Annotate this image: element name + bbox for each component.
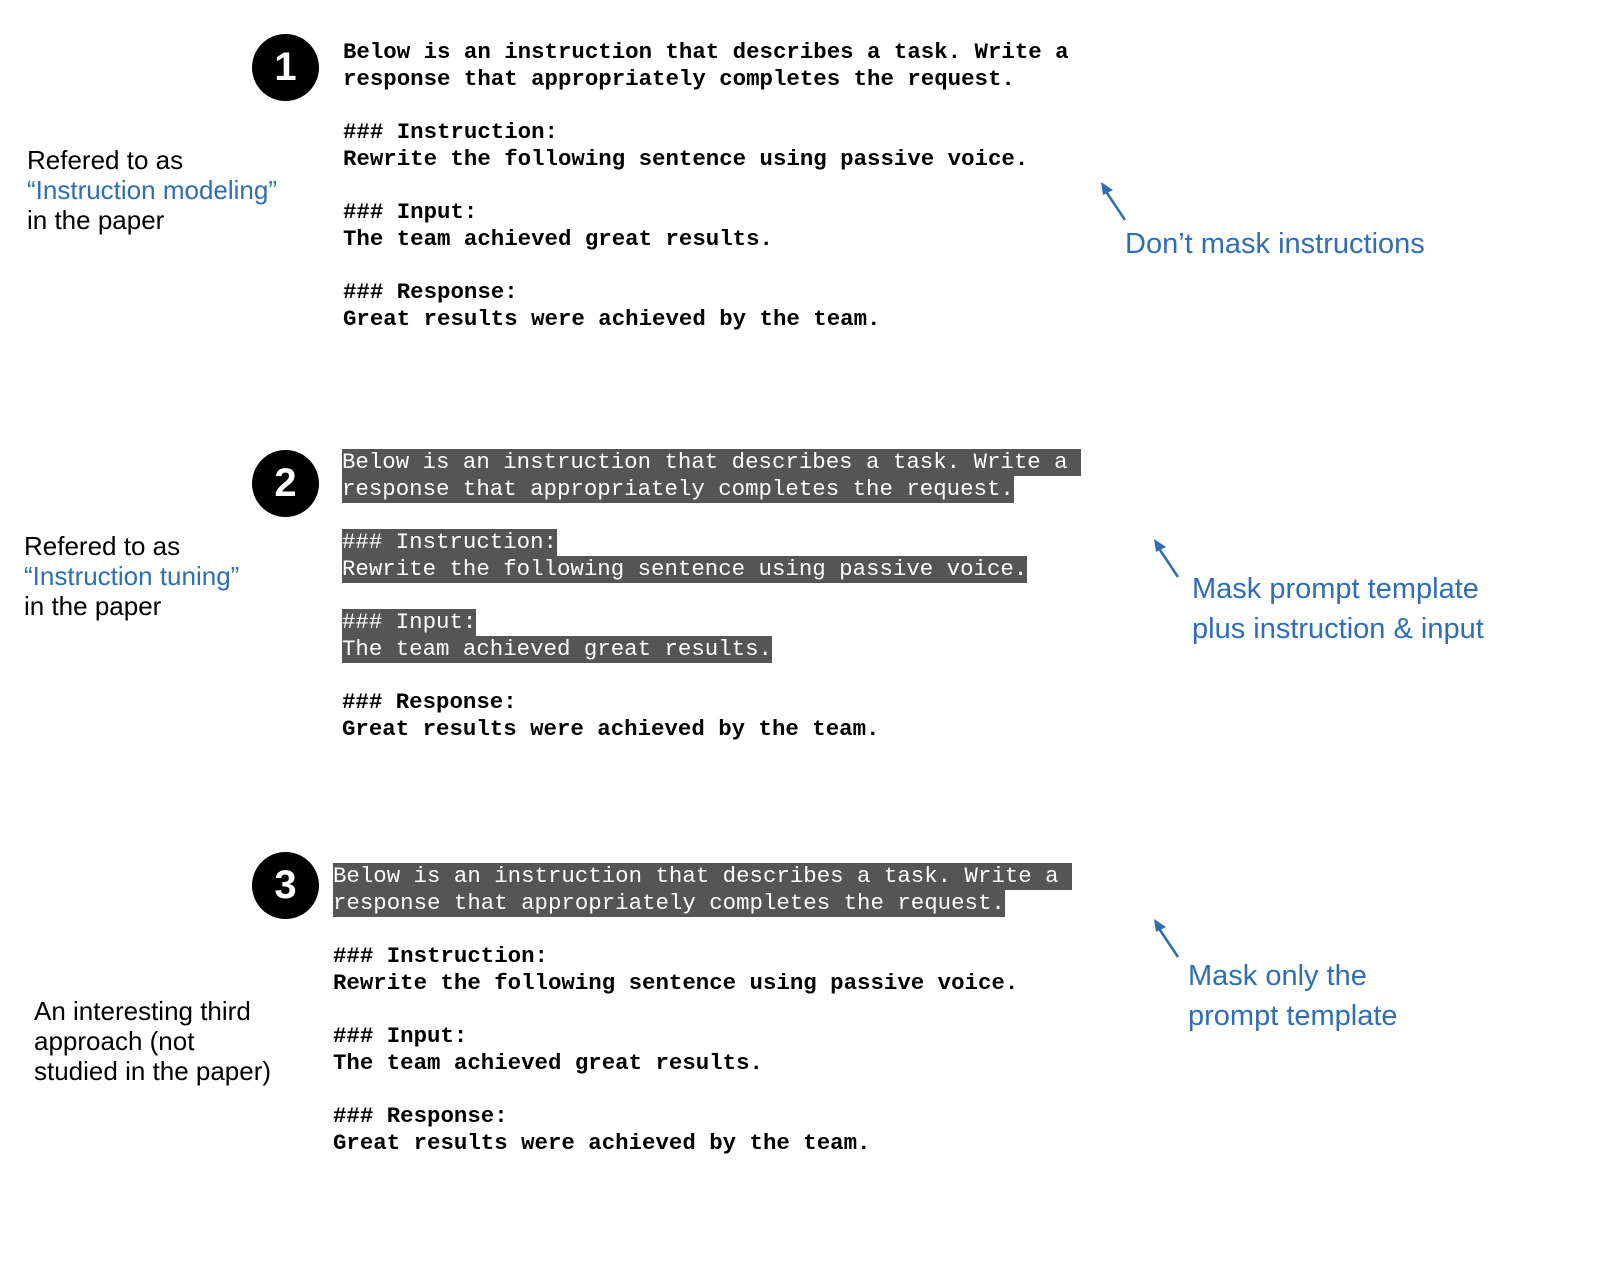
prompt-response [333, 1103, 1072, 1157]
side-label-highlight: “Instruction tuning” [24, 561, 240, 591]
response-text: Great results were achieved by the team. [342, 716, 880, 742]
instruction-text: Rewrite the following sentence using passive voice. [333, 970, 1019, 996]
input-header: ### Input: [343, 199, 478, 225]
prompt-response [343, 279, 1069, 333]
prompt-block-1 [343, 39, 1069, 333]
instruction-header: ### Instruction: [342, 529, 557, 555]
response-header: ### Response: [342, 689, 517, 715]
step-badge-3 [252, 852, 319, 919]
preamble-line: response that appropriately completes the request. [333, 890, 1005, 916]
prompt-input [333, 1023, 1072, 1077]
step-badge-2 [252, 450, 319, 517]
step-badge-1 [252, 34, 319, 101]
prompt-input-masked [342, 609, 1081, 663]
input-header: ### Input: [342, 609, 477, 635]
side-label-line: studied in the paper) [34, 1056, 272, 1086]
annotation-3 [1188, 956, 1398, 1036]
prompt-response [342, 689, 1081, 743]
annotation-line: prompt template [1188, 1000, 1398, 1032]
prompt-instruction [343, 119, 1069, 173]
instruction-text: Rewrite the following sentence using passive voice. [343, 146, 1029, 172]
side-label-3 [34, 996, 271, 1086]
side-label-1 [27, 145, 277, 235]
instruction-header: ### Instruction: [333, 943, 548, 969]
input-text: The team achieved great results. [342, 636, 772, 662]
preamble-line: Below is an instruction that describes a task. Write a [333, 863, 1073, 889]
side-label-line: Refered to as [24, 531, 181, 561]
prompt-instruction-masked [342, 529, 1081, 583]
annotation-line: Mask only the [1188, 960, 1367, 992]
annotation-arrow-icon [1095, 180, 1135, 225]
preamble-line: Below is an instruction that describes a task. Write a [342, 449, 1082, 475]
side-label-line: Refered to as [27, 145, 184, 175]
instruction-text: Rewrite the following sentence using passive voice. [342, 556, 1028, 582]
prompt-preamble [343, 39, 1069, 93]
prompt-preamble-masked [342, 449, 1081, 503]
annotation-arrow-icon [1148, 537, 1188, 582]
prompt-block-2 [342, 449, 1081, 743]
prompt-instruction [333, 943, 1072, 997]
annotation-line: plus instruction & input [1192, 613, 1484, 645]
side-label-highlight: “Instruction modeling” [27, 175, 277, 205]
preamble-line: response that appropriately completes the request. [343, 66, 1015, 92]
input-header: ### Input: [333, 1023, 468, 1049]
annotation-line: Mask prompt template [1192, 573, 1479, 605]
side-label-line: An interesting third [34, 996, 251, 1026]
preamble-line: response that appropriately completes the request. [342, 476, 1014, 502]
step-number: 2 [274, 461, 297, 505]
annotation-line: Don’t mask instructions [1125, 228, 1425, 260]
response-header: ### Response: [343, 279, 518, 305]
response-text: Great results were achieved by the team. [333, 1130, 871, 1156]
prompt-block-3 [333, 863, 1072, 1157]
step-number: 3 [274, 863, 297, 907]
input-text: The team achieved great results. [343, 226, 773, 252]
side-label-2 [24, 531, 239, 621]
side-label-line: in the paper [24, 591, 162, 621]
step-number: 1 [274, 45, 297, 89]
prompt-input [343, 199, 1069, 253]
response-header: ### Response: [333, 1103, 508, 1129]
response-text: Great results were achieved by the team. [343, 306, 881, 332]
instruction-header: ### Instruction: [343, 119, 558, 145]
annotation-1 [1125, 224, 1425, 264]
input-text: The team achieved great results. [333, 1050, 763, 1076]
annotation-arrow-icon [1148, 917, 1188, 962]
preamble-line: Below is an instruction that describes a task. Write a [343, 39, 1069, 65]
annotation-2 [1192, 569, 1484, 649]
side-label-line: in the paper [27, 205, 165, 235]
side-label-line: approach (not [34, 1026, 195, 1056]
prompt-preamble-masked [333, 863, 1072, 917]
